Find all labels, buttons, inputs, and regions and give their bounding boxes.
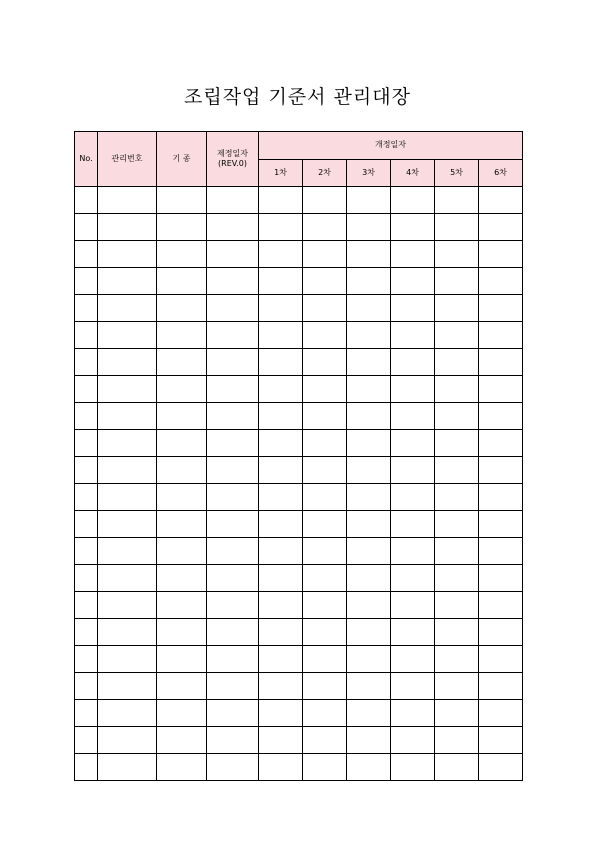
table-cell[interactable] — [75, 511, 98, 538]
table-cell[interactable] — [259, 754, 303, 781]
table-row — [75, 187, 523, 214]
table-cell[interactable] — [207, 430, 259, 457]
table-cell[interactable] — [347, 511, 391, 538]
table-cell[interactable] — [391, 619, 435, 646]
table-cell[interactable] — [157, 565, 207, 592]
table-cell[interactable] — [303, 214, 347, 241]
table-cell[interactable] — [207, 484, 259, 511]
table-cell[interactable] — [347, 727, 391, 754]
table-cell[interactable] — [347, 646, 391, 673]
table-cell[interactable] — [259, 295, 303, 322]
table-cell[interactable] — [435, 241, 479, 268]
table-cell[interactable] — [391, 187, 435, 214]
table-cell[interactable] — [479, 538, 523, 565]
table-cell[interactable] — [435, 268, 479, 295]
table-cell[interactable] — [391, 376, 435, 403]
table-cell[interactable] — [347, 619, 391, 646]
table-cell[interactable] — [207, 349, 259, 376]
table-cell[interactable] — [157, 187, 207, 214]
table-cell[interactable] — [75, 565, 98, 592]
table-row — [75, 700, 523, 727]
table-cell[interactable] — [207, 619, 259, 646]
table-cell[interactable] — [98, 646, 157, 673]
table-row — [75, 268, 523, 295]
table-cell[interactable] — [391, 349, 435, 376]
table-cell[interactable] — [98, 214, 157, 241]
table-cell[interactable] — [391, 700, 435, 727]
table-cell[interactable] — [347, 295, 391, 322]
table-cell[interactable] — [435, 376, 479, 403]
table-cell[interactable] — [157, 592, 207, 619]
table-cell[interactable] — [391, 214, 435, 241]
table-cell[interactable] — [207, 592, 259, 619]
table-cell[interactable] — [157, 322, 207, 349]
table-cell[interactable] — [259, 727, 303, 754]
table-cell[interactable] — [157, 538, 207, 565]
table-cell[interactable] — [391, 646, 435, 673]
table-cell[interactable] — [259, 592, 303, 619]
table-cell[interactable] — [303, 241, 347, 268]
table-cell[interactable] — [75, 403, 98, 430]
table-cell[interactable] — [259, 187, 303, 214]
table-cell[interactable] — [259, 619, 303, 646]
table-cell[interactable] — [98, 673, 157, 700]
table-cell[interactable] — [435, 619, 479, 646]
table-row — [75, 592, 523, 619]
table-cell[interactable] — [259, 565, 303, 592]
table-cell[interactable] — [157, 214, 207, 241]
table-cell[interactable] — [98, 592, 157, 619]
table-cell[interactable] — [157, 376, 207, 403]
table-cell[interactable] — [435, 403, 479, 430]
table-cell[interactable] — [347, 403, 391, 430]
table-cell[interactable] — [303, 592, 347, 619]
table-cell[interactable] — [479, 484, 523, 511]
table-cell[interactable] — [75, 241, 98, 268]
table-cell[interactable] — [157, 646, 207, 673]
table-cell[interactable] — [98, 187, 157, 214]
table-cell[interactable] — [303, 457, 347, 484]
table-cell[interactable] — [435, 673, 479, 700]
table-cell[interactable] — [207, 241, 259, 268]
table-cell[interactable] — [391, 754, 435, 781]
table-cell[interactable] — [207, 322, 259, 349]
table-cell[interactable] — [303, 295, 347, 322]
table-cell[interactable] — [98, 295, 157, 322]
table-cell[interactable] — [207, 403, 259, 430]
table-cell[interactable] — [391, 295, 435, 322]
table-cell[interactable] — [207, 565, 259, 592]
table-cell[interactable] — [75, 376, 98, 403]
table-cell[interactable] — [207, 268, 259, 295]
table-cell[interactable] — [75, 538, 98, 565]
table-cell[interactable] — [347, 538, 391, 565]
table-cell[interactable] — [98, 241, 157, 268]
table-cell[interactable] — [157, 349, 207, 376]
table-cell[interactable] — [98, 754, 157, 781]
table-cell[interactable] — [98, 349, 157, 376]
table-cell[interactable] — [479, 619, 523, 646]
table-cell[interactable] — [207, 376, 259, 403]
table-cell[interactable] — [75, 430, 98, 457]
table-cell[interactable] — [157, 619, 207, 646]
table-row — [75, 484, 523, 511]
table-cell[interactable] — [479, 511, 523, 538]
table-cell[interactable] — [157, 403, 207, 430]
table-cell[interactable] — [157, 673, 207, 700]
table-cell[interactable] — [479, 646, 523, 673]
table-cell[interactable] — [303, 349, 347, 376]
table-cell[interactable] — [98, 727, 157, 754]
table-cell[interactable] — [435, 646, 479, 673]
table-cell[interactable] — [75, 673, 98, 700]
table-cell[interactable] — [303, 673, 347, 700]
table-cell[interactable] — [479, 673, 523, 700]
table-cell[interactable] — [75, 187, 98, 214]
table-row — [75, 214, 523, 241]
table-cell[interactable] — [259, 646, 303, 673]
table-cell[interactable] — [75, 484, 98, 511]
table-cell[interactable] — [479, 187, 523, 214]
header-no: No. — [75, 132, 98, 187]
table-cell[interactable] — [303, 700, 347, 727]
table-cell[interactable] — [207, 187, 259, 214]
table-cell[interactable] — [435, 592, 479, 619]
header-established-date — [207, 132, 259, 187]
table-cell[interactable] — [98, 376, 157, 403]
table-cell[interactable] — [207, 538, 259, 565]
table-cell[interactable] — [75, 268, 98, 295]
table-cell[interactable] — [207, 457, 259, 484]
header-model: 기 종 — [157, 132, 207, 187]
table-cell[interactable] — [207, 754, 259, 781]
table-cell[interactable] — [391, 268, 435, 295]
table-cell[interactable] — [75, 700, 98, 727]
header-revision-4: 4차 — [391, 160, 435, 187]
table-cell[interactable] — [75, 619, 98, 646]
table-cell[interactable] — [303, 646, 347, 673]
table-cell[interactable] — [259, 457, 303, 484]
table-cell[interactable] — [347, 214, 391, 241]
table-cell[interactable] — [98, 619, 157, 646]
table-row — [75, 295, 523, 322]
table-cell[interactable] — [391, 484, 435, 511]
table-row — [75, 457, 523, 484]
table-cell[interactable] — [98, 268, 157, 295]
table-cell[interactable] — [259, 700, 303, 727]
table-cell[interactable] — [75, 295, 98, 322]
table-row — [75, 403, 523, 430]
table-cell[interactable] — [98, 403, 157, 430]
header-revision-3: 3차 — [347, 160, 391, 187]
table-cell[interactable] — [391, 592, 435, 619]
table-row — [75, 430, 523, 457]
header-established-rev: (REV.0) — [218, 159, 247, 168]
table-cell[interactable] — [157, 430, 207, 457]
table-cell[interactable] — [303, 187, 347, 214]
table-row — [75, 673, 523, 700]
table-cell[interactable] — [435, 322, 479, 349]
table-cell[interactable] — [435, 700, 479, 727]
table-cell[interactable] — [391, 565, 435, 592]
header-revision-date: 개정일자 — [259, 132, 523, 160]
table-cell[interactable] — [207, 295, 259, 322]
table-cell[interactable] — [157, 700, 207, 727]
table-cell[interactable] — [303, 565, 347, 592]
table-cell[interactable] — [435, 187, 479, 214]
table-cell[interactable] — [479, 349, 523, 376]
table-cell[interactable] — [259, 484, 303, 511]
table-cell[interactable] — [303, 268, 347, 295]
table-cell[interactable] — [157, 241, 207, 268]
table-cell[interactable] — [98, 511, 157, 538]
table-cell[interactable] — [98, 538, 157, 565]
table-cell[interactable] — [303, 727, 347, 754]
table-cell[interactable] — [391, 727, 435, 754]
table-cell[interactable] — [303, 430, 347, 457]
table-cell[interactable] — [157, 754, 207, 781]
table-cell[interactable] — [157, 457, 207, 484]
table-cell[interactable] — [435, 565, 479, 592]
table-row — [75, 754, 523, 781]
table-cell[interactable] — [207, 511, 259, 538]
table-cell[interactable] — [435, 727, 479, 754]
table-cell[interactable] — [435, 511, 479, 538]
table-cell[interactable] — [391, 457, 435, 484]
table-cell[interactable] — [391, 322, 435, 349]
table-row — [75, 376, 523, 403]
table-cell[interactable] — [347, 673, 391, 700]
table-cell[interactable] — [391, 538, 435, 565]
table-cell[interactable] — [479, 295, 523, 322]
table-cell[interactable] — [435, 295, 479, 322]
table-cell[interactable] — [303, 322, 347, 349]
table-cell[interactable] — [391, 511, 435, 538]
table-row — [75, 322, 523, 349]
table-cell[interactable] — [479, 376, 523, 403]
table-cell[interactable] — [479, 430, 523, 457]
table-cell[interactable] — [391, 403, 435, 430]
table-cell[interactable] — [75, 727, 98, 754]
table-row — [75, 349, 523, 376]
table-cell[interactable] — [347, 700, 391, 727]
table-cell[interactable] — [479, 565, 523, 592]
table-cell[interactable] — [98, 322, 157, 349]
table-row — [75, 511, 523, 538]
header-revision-6: 6차 — [479, 160, 523, 187]
table-cell[interactable] — [259, 673, 303, 700]
table-cell[interactable] — [303, 403, 347, 430]
table-row — [75, 619, 523, 646]
table-cell[interactable] — [303, 484, 347, 511]
table-cell[interactable] — [98, 430, 157, 457]
table-cell[interactable] — [479, 727, 523, 754]
table-cell[interactable] — [207, 646, 259, 673]
table-cell[interactable] — [75, 592, 98, 619]
table-cell[interactable] — [157, 727, 207, 754]
table-cell[interactable] — [479, 457, 523, 484]
table-row — [75, 538, 523, 565]
table-cell[interactable] — [75, 214, 98, 241]
table-cell[interactable] — [347, 754, 391, 781]
table-cell[interactable] — [259, 403, 303, 430]
table-cell[interactable] — [347, 187, 391, 214]
table-cell[interactable] — [435, 484, 479, 511]
table-cell[interactable] — [303, 619, 347, 646]
table-cell[interactable] — [259, 322, 303, 349]
table-cell[interactable] — [259, 268, 303, 295]
header-revision-1: 1차 — [259, 160, 303, 187]
table-cell[interactable] — [347, 565, 391, 592]
table-cell[interactable] — [435, 538, 479, 565]
table-cell[interactable] — [435, 349, 479, 376]
table-cell[interactable] — [347, 241, 391, 268]
table-cell[interactable] — [207, 700, 259, 727]
table-cell[interactable] — [347, 268, 391, 295]
header-established-date-label: 제정일자 — [217, 148, 248, 158]
table-row — [75, 646, 523, 673]
table-cell[interactable] — [347, 457, 391, 484]
table-cell[interactable] — [391, 241, 435, 268]
table-cell[interactable] — [75, 349, 98, 376]
table-cell[interactable] — [479, 754, 523, 781]
table-cell[interactable] — [479, 700, 523, 727]
table-cell[interactable] — [303, 538, 347, 565]
table-cell[interactable] — [207, 727, 259, 754]
table-row — [75, 565, 523, 592]
table-cell[interactable] — [75, 754, 98, 781]
table-row — [75, 241, 523, 268]
table-cell[interactable] — [347, 376, 391, 403]
table-cell[interactable] — [391, 673, 435, 700]
table-cell[interactable] — [303, 754, 347, 781]
table-cell[interactable] — [259, 430, 303, 457]
table-cell[interactable] — [259, 214, 303, 241]
table-row — [75, 727, 523, 754]
table-cell[interactable] — [259, 538, 303, 565]
table-cell[interactable] — [75, 646, 98, 673]
table-cell[interactable] — [98, 457, 157, 484]
table-cell[interactable] — [157, 295, 207, 322]
table-cell[interactable] — [347, 592, 391, 619]
table-cell[interactable] — [207, 214, 259, 241]
table-cell[interactable] — [157, 511, 207, 538]
header-revision-2: 2차 — [303, 160, 347, 187]
table-cell[interactable] — [259, 349, 303, 376]
table-cell[interactable] — [98, 700, 157, 727]
table-cell[interactable] — [347, 484, 391, 511]
table-cell[interactable] — [157, 484, 207, 511]
table-cell[interactable] — [435, 214, 479, 241]
table-cell[interactable] — [347, 322, 391, 349]
table-cell[interactable] — [347, 430, 391, 457]
page-title: 조립작업 기준서 관리대장 — [184, 86, 411, 108]
ledger-body — [75, 187, 523, 781]
table-cell[interactable] — [75, 322, 98, 349]
table-cell[interactable] — [207, 673, 259, 700]
table-cell[interactable] — [435, 754, 479, 781]
table-cell[interactable] — [479, 214, 523, 241]
table-cell[interactable] — [157, 268, 207, 295]
table-cell[interactable] — [259, 511, 303, 538]
table-cell[interactable] — [259, 241, 303, 268]
table-cell[interactable] — [75, 457, 98, 484]
table-cell[interactable] — [391, 430, 435, 457]
table-cell[interactable] — [479, 241, 523, 268]
table-cell[interactable] — [98, 484, 157, 511]
table-cell[interactable] — [303, 376, 347, 403]
table-cell[interactable] — [259, 376, 303, 403]
table-cell[interactable] — [435, 430, 479, 457]
table-cell[interactable] — [435, 457, 479, 484]
table-cell[interactable] — [479, 322, 523, 349]
table-cell[interactable] — [479, 268, 523, 295]
management-ledger-table — [74, 131, 523, 781]
header-revision-5: 5차 — [435, 160, 479, 187]
table-cell[interactable] — [303, 511, 347, 538]
table-cell[interactable] — [98, 565, 157, 592]
table-cell[interactable] — [479, 403, 523, 430]
table-cell[interactable] — [347, 349, 391, 376]
header-control-number: 관리번호 — [98, 132, 157, 187]
table-cell[interactable] — [479, 592, 523, 619]
